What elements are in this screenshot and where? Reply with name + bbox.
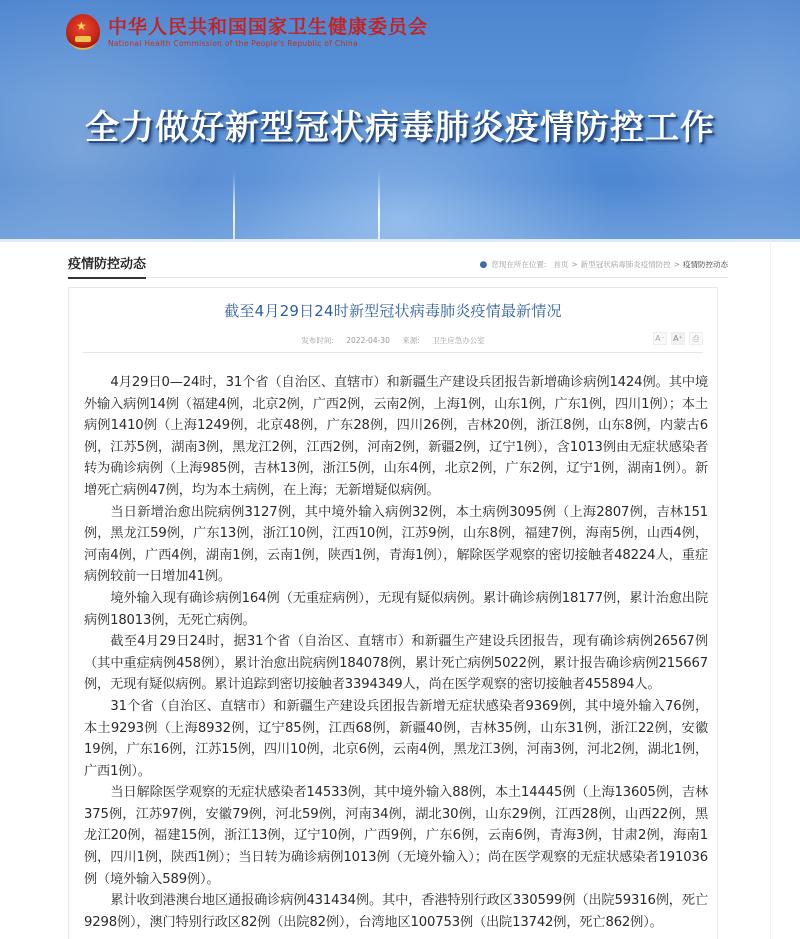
section-header — [68, 256, 728, 278]
breadcrumb-home[interactable]: 首页 — [553, 260, 569, 269]
ecg-line-decoration — [233, 172, 235, 242]
breadcrumb-label: 您现在所在位置: — [491, 260, 547, 269]
section-title: 疫情防控动态 — [68, 256, 146, 279]
publish-time-label: 发布时间: — [301, 336, 334, 345]
font-smaller-button[interactable]: A⁻ — [653, 332, 667, 345]
paragraph-hk-macao-taiwan: 累计收到港澳台地区通报确诊病例431434例。其中，香港特别行政区330599例（出院59316例，死亡9298例），澳门特别行政区82例（出院82例），台湾地区100753例（出院13742例，死亡862例）。 — [84, 893, 708, 930]
breadcrumb-separator: > — [673, 260, 680, 269]
paragraph-cumulative: 截至4月29日24时，据31个省（自治区、直辖市）和新疆生产建设兵团报告，现有确诊病例26567例（其中重症病例458例），累计治愈出院病例184078例，累计死亡病例5022例，累计报告确诊病例215667例，无现有疑似病例。累计追踪到密切接触者3394349人，尚在医学观察的密切接触者455894人。 — [84, 634, 708, 693]
paragraph-recoveries: 当日新增治愈出院病例3127例，其中境外输入病例32例，本土病例3095例（上海2807例，吉林151例，黑龙江59例，广东13例，浙江10例，江西10例，江苏9例，山东8例，福建7例，海南5例，山西4例，河南4例，广西4例，湖南1例，云南1例，陕西1例，青海1例），解除医学观察的密切接触者48224人，重症病例较前一日增加41例。 — [84, 504, 708, 585]
source — [402, 336, 484, 345]
header-banner — [0, 0, 800, 242]
national-emblem-icon — [66, 14, 100, 50]
org-name-en: National Health Commission of the People's Republic of China — [108, 38, 358, 48]
source-value: 卫生应急办公室 — [432, 336, 485, 345]
banner-divider — [0, 239, 800, 242]
publish-time — [301, 336, 392, 345]
breadcrumb-current[interactable]: 疫情防控动态 — [683, 260, 728, 269]
breadcrumb-covid-prevention[interactable]: 新型冠状病毒肺炎疫情防控 — [580, 260, 671, 269]
breadcrumb — [480, 259, 728, 270]
font-larger-button[interactable]: A⁺ — [671, 332, 685, 345]
article-container — [68, 287, 718, 939]
paragraph-imported: 境外输入现有确诊病例164例（无重症病例），无现有疑似病例。累计确诊病例18177例，累计治愈出院病例18013例，无死亡病例。 — [84, 590, 708, 628]
breadcrumb-separator: > — [571, 260, 578, 269]
source-label: 来源: — [402, 336, 420, 345]
org-name — [108, 16, 428, 49]
paragraph-asymptomatic-new: 31个省（自治区、直辖市）和新疆生产建设兵团报告新增无症状感染者9369例，其中境外输入76例，本土9293例（上海8932例，辽宁85例，江西68例，新疆40例，吉林35例，山东31例，浙江22例，安徽19例，广东16例，江苏15例，四川10例，北京6例，云南4例，黑龙江3例，河南3例，河北2例，湖北1例，广西1例）。 — [84, 698, 708, 779]
article-title: 截至4月29日24时新型冠状病毒肺炎疫情最新情况 — [224, 302, 562, 320]
paragraph-new-cases: 4月29日0—24时，31个省（自治区、直辖市）和新疆生产建设兵团报告新增确诊病例1424例。其中境外输入病例14例（福建4例，北京2例，广西2例，云南2例，上海1例，山东1例，广东1例，四川1例）；本土病例1410例（上海1249例，北京48例，广东28例，四川26例，吉林20例，浙江8例，山东8例，内蒙古6例，江苏5例，湖南3例，黑龙江2例，江西2例，河南2例，新疆2例，辽宁1例），含1013例由无症状感染者转为确诊病例（上海985例，吉林13例，浙江5例，山东4例，北京2例，广东2例，辽宁1例，湖南1例）。新增死亡病例47例，均为本土病例，在上海；无新增疑似病例。 — [84, 375, 708, 498]
location-pin-icon: ● — [479, 259, 488, 270]
right-edge-divider — [770, 240, 771, 939]
ecg-line-decoration — [378, 170, 380, 242]
banner-title: 全力做好新型冠状病毒肺炎疫情防控工作 — [85, 108, 715, 148]
site-logo[interactable] — [66, 14, 428, 50]
print-button[interactable]: ⎙ — [689, 332, 703, 345]
org-name-cn: 中华人民共和国国家卫生健康委员会 — [108, 15, 429, 38]
paragraph-asymptomatic-released: 当日解除医学观察的无症状感染者14533例，其中境外输入88例，本土14445例（上海13605例，吉林375例，江苏97例，安徽79例，河北59例，河南34例，湖北30例，山东29例，江西28例，山西22例，黑龙江20例，福建15例，浙江13例，辽宁10例，广西9例，广东6例，云南6例，青海3例，甘肃2例，海南1例，四川1例，陕西1例）；当日转为确诊病例1013例（无境外输入）；尚在医学观察的无症状感染者191036例（境外输入589例）。 — [84, 785, 708, 887]
article-tools — [653, 332, 703, 345]
article-body — [84, 372, 708, 933]
article-meta — [69, 335, 717, 346]
publish-time-value: 2022-04-30 — [346, 336, 390, 345]
meta-divider — [83, 352, 703, 353]
